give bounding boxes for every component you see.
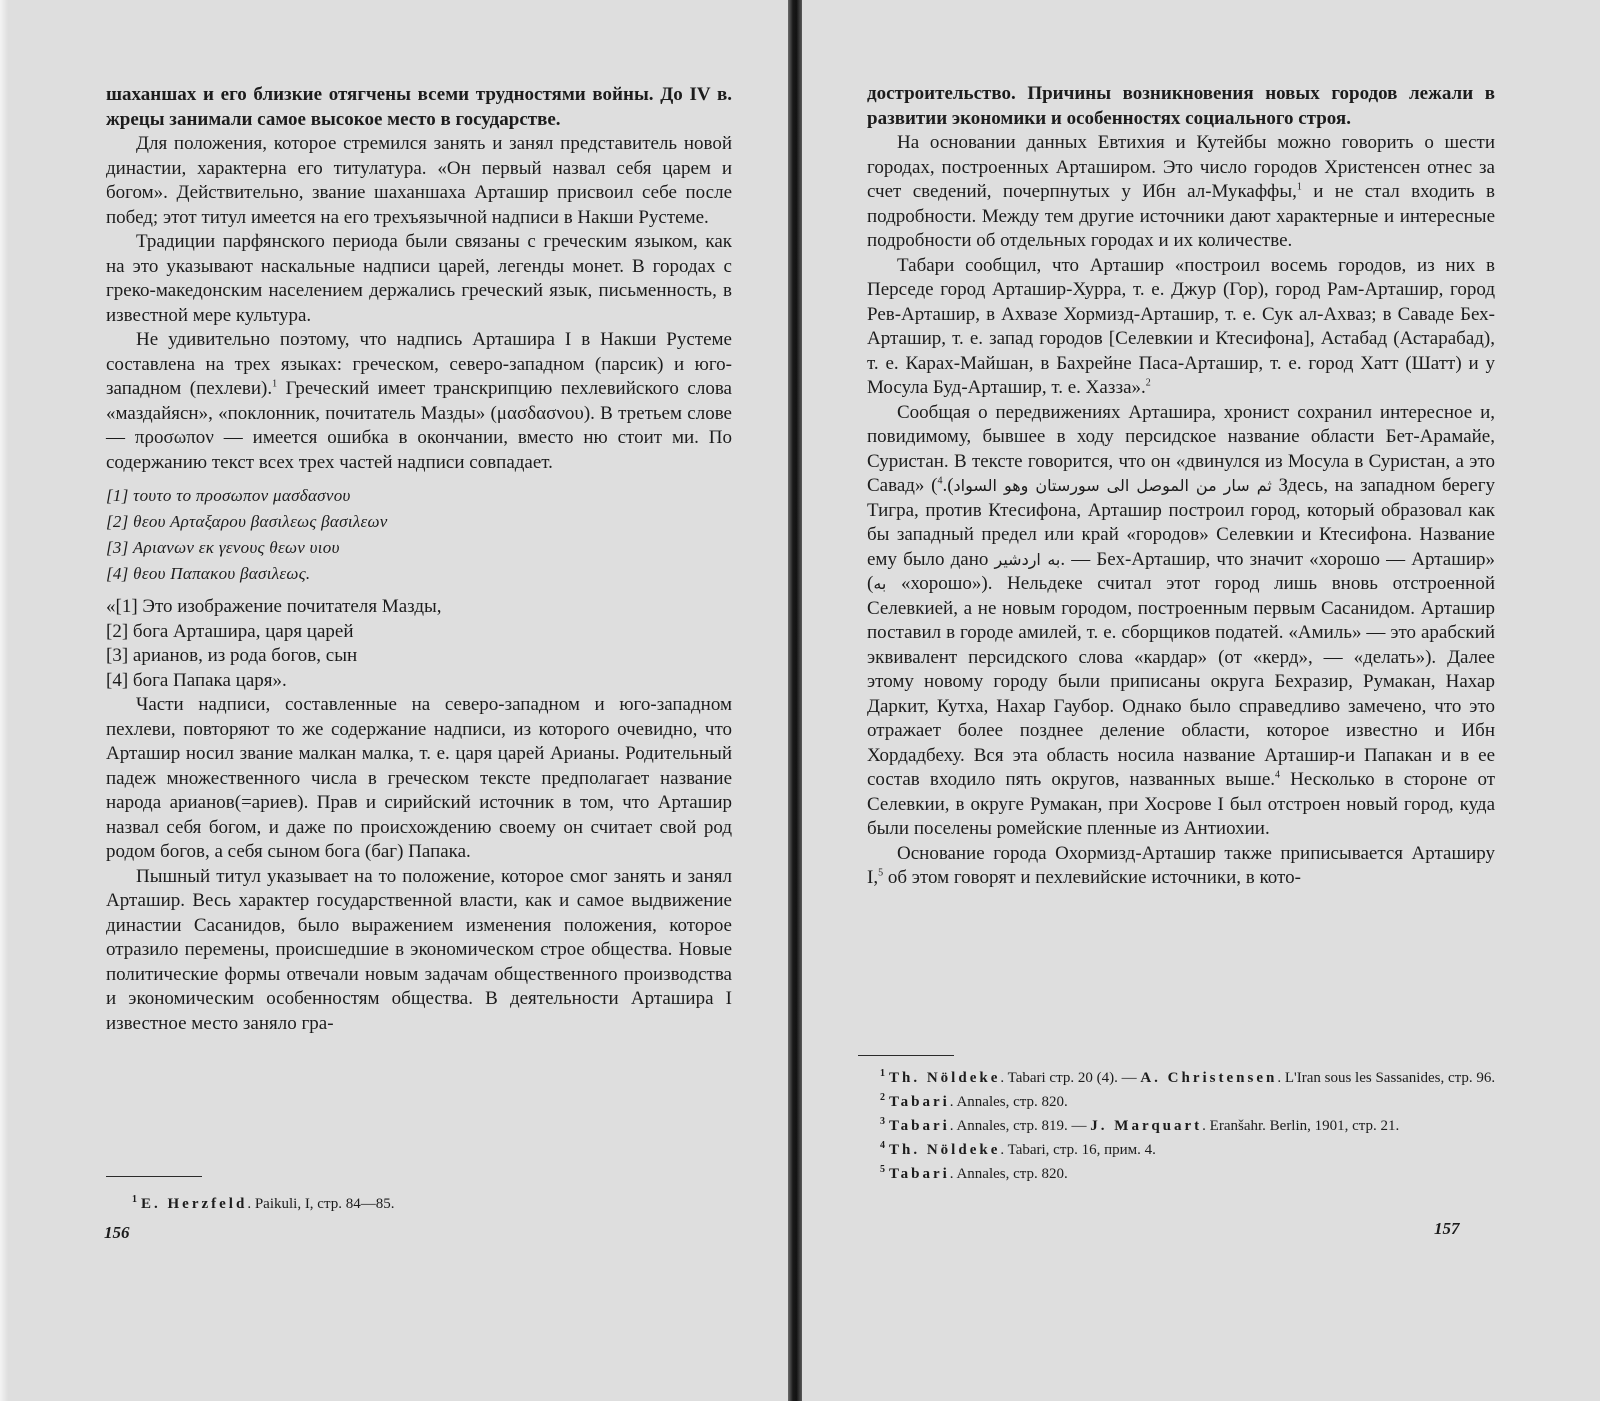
footnote-author: Th. Nöldeke xyxy=(889,1142,1001,1158)
greek-line: [1] τουτο το προσωπον μασδασνου xyxy=(106,486,351,505)
arabic-quote: ثم سار من الموصل الى سورستان وهو السواد xyxy=(953,476,1272,495)
paragraph xyxy=(867,254,1495,401)
translation-line: «[1] Это изображение почитателя Мазды, xyxy=(106,596,442,617)
footnote-ref: 5 xyxy=(878,867,884,879)
text-run: Не удивительно поэтому, что надпись Арташира I в Накши Рустеме составлена на трех языках: греческом, северо-западном (парсик) и юго-западном (пехлеви). xyxy=(106,329,732,399)
footnote-author: A. Christensen xyxy=(1140,1070,1278,1086)
greek-inscription xyxy=(106,483,732,587)
paragraph xyxy=(867,401,1495,842)
footnote-ref: 2 xyxy=(1145,377,1151,389)
left-footnotes xyxy=(132,1190,732,1214)
paragraph xyxy=(867,131,1495,254)
paragraph: Пышный титул указывает на то положение, которое смог занять и занял Арташир. Весь характер государственной власти, как и самое выдвижение династии Сасанидов, было выражением изменения положения, которое отразило перемены, происшедшие в экономическом строе общества. Новые политические формы отвечали новым задачам общественного производства и экономическим особенностям общества. В деятельности Арташира I известное место заняло гра- xyxy=(106,865,732,1034)
footnote-text: . Tabari стр. 20 (4). — xyxy=(1000,1070,1141,1086)
paragraph: Части надписи, составленные на северо-западном и юго-западном пехлеви, повторяют то же содержание надписи, из которого очевидно, что Арташир носил звание малкан малка, т. е. царя царей Арианы. Родительный падеж множественного числа в греческом тексте предполагает название народа арианов(=ариев). Прав и сирийский источник в том, что Арташир назвал себя богом, и даже по происхождению своему он считает свой род родом богов, а себя сыном бога (баг) Папака. xyxy=(106,694,732,862)
footnote-author: Tabari xyxy=(889,1094,950,1110)
arabic-word: به اردشير xyxy=(994,549,1061,569)
paragraph: Для положения, которое стремился занять и занял представитель новой династии, характерна его титулатура. «Он первый назвал себя царем и богом». Действительно, звание шаханшаха Арташир присвоил себе после побед; этот титул имеется на его трехъязычной надписи в Накши Рустеме. xyxy=(106,133,732,228)
footnote-ref: 4 xyxy=(937,475,943,487)
inscription-translation xyxy=(106,595,732,693)
footnote-author: J. Marquart xyxy=(1090,1118,1203,1134)
page-number: 156 xyxy=(104,1223,130,1242)
greek-line: [3] Αριανων εκ γενους θεων υιου xyxy=(106,538,340,557)
footnote xyxy=(858,1112,1498,1136)
text-run: Несколько в стороне от Селевкии, в округе Румакан, при Хосрове I был отстроен новый город, куда были поселены ромейские пленные из Антиохии. xyxy=(867,769,1495,839)
footnote-author: E. Herzfeld xyxy=(141,1196,248,1212)
footnote-text: . Annales, стр. 820. xyxy=(949,1094,1068,1110)
arabic-word: به xyxy=(873,574,887,593)
right-page-body xyxy=(867,82,1495,891)
text-run: . — Бех-Арташир, что значит «хорошо — Арташир» ( xyxy=(867,548,1496,594)
text-run: Табари сообщил, что Арташир «построил восемь городов, из них в Перседе город Арташир-Хурра, т. е. Джур (Гор), город Рам-Арташир, город Рев-Арташир, в Ахвазе Хормизд-Арташир, т. е. Сук ал-Ахваз; в Саваде Бех-Арташир, т. е. запад городов [Селевкии и Ктесифона], Астабад (Астарабад), т. е. Карах-Майшан, в Бахрейне Паса-Арташир, т. е. город Хатт (Шатт) и у Мосула Буд-Арташир, т. е. Хазза». xyxy=(867,254,1495,398)
paragraph: достроительство. Причины возникновения новых городов лежали в развитии экономики и особенностях социального строя. xyxy=(867,83,1495,129)
paragraph: Традиции парфянского периода были связаны с греческим языком, как на это указывают наскальные надписи царей, легенды монет. В городах с греко-македонским населением держались греческий язык, письменность, в известной мере культура. xyxy=(106,231,732,326)
page-number: 157 xyxy=(1434,1219,1460,1238)
text-run: об этом говорят и пехлевийские источники, в кото- xyxy=(883,867,1301,888)
footnote-text: . Annales, стр. 819. — xyxy=(949,1118,1091,1134)
right-footnotes xyxy=(858,1064,1498,1184)
text-run: и не стал входить в подробности. Между тем другие источники дают характерные и интересные подробности об отдельных городах и их количестве. xyxy=(867,181,1495,251)
book-gutter xyxy=(788,0,802,1401)
footnote xyxy=(858,1064,1498,1088)
footnote-ref: 4 xyxy=(1275,769,1281,781)
text-run: Греческий имеет транскрипцию пехлевийского слова «маздайясн», «поклонник, почитатель Мазды» (μασδασνου). В третьем слове — προσωπον — имеется ошибка в окончании, вместо ню стоит ми. По содержанию текст всех трех частей надписи совпадает. xyxy=(106,378,732,473)
greek-line: [2] θεου Αρταξαρου βασιλεως βασιλεων xyxy=(106,512,388,531)
text-run: «хорошо»). Нельдеке считал этот город лишь вновь отстроенной Селевкией, а не новым городом, построенным первым Сасанидом. Арташир поставил в городе амилей, т. е. сборщиков податей. «Амиль» — это арабский эквивалент персидского слова «кардар» (от «керд», — «делать»). Далее этому новому городу были приписаны округа Бехразир, Румакан, Нахар Даркит, Кутха, Нахар Гаубор. Однако было справедливо замечено, что это отражает более позднее деление области, которое известно и Ибн Хордадбеху. Вся эта область носила название Арташир-и Папакан и в ее состав входило пять округов, названных выше. xyxy=(867,573,1495,790)
footnote-text: . Eranšahr. Berlin, 1901, стр. 21. xyxy=(1202,1118,1400,1134)
footnote-text: . L'Iran sous les Sassanides, стр. 96. xyxy=(1277,1070,1496,1086)
translation-line: [2] бога Арташира, царя царей xyxy=(106,620,354,642)
footnote xyxy=(132,1190,732,1214)
footnote xyxy=(858,1160,1498,1184)
translation-line: [3] арианов, из рода богов, сын xyxy=(106,645,358,666)
footnote-ref: 1 xyxy=(272,378,278,390)
paragraph xyxy=(867,842,1495,891)
footnote-number: 3 xyxy=(880,1116,885,1127)
footnote-number: 5 xyxy=(880,1164,885,1175)
paragraph xyxy=(106,328,732,475)
footnote xyxy=(858,1136,1498,1160)
footnote-text: . Tabari, стр. 16, прим. 4. xyxy=(1000,1142,1156,1158)
footnote-number: 4 xyxy=(880,1140,885,1151)
left-page-body xyxy=(106,83,732,1036)
footnote-author: Tabari xyxy=(889,1166,950,1182)
paragraph: шаханшах и его близкие отягчены всеми трудностями войны. До IV в. жрецы занимали самое высокое место в государстве. xyxy=(106,84,732,130)
text-run: Основание города Охормизд-Арташир также приписывается Арташиру I, xyxy=(867,842,1495,888)
footnote-ref: 1 xyxy=(1296,181,1302,193)
footnote-text: . Annales, стр. 820. xyxy=(949,1166,1068,1182)
footnote-number: 1 xyxy=(132,1194,137,1205)
text-run: Здесь, на западном берегу Тигра, против Ктесифона, Арташир построил город, который образовал как бы западный предел или край «городов» Селевкии и Ктесифона. Название ему было дано xyxy=(867,475,1495,570)
text-run: ). xyxy=(942,475,954,496)
footnote-rule xyxy=(858,1055,954,1056)
footnote-author: Tabari xyxy=(889,1118,950,1134)
footnote-text: . Paikuli, I, стр. 84—85. xyxy=(247,1196,395,1212)
greek-line: [4] θεου Παπακου βασιλεως. xyxy=(106,564,311,583)
page-edge xyxy=(0,0,8,1401)
footnote xyxy=(858,1088,1498,1112)
text-run: Сообщая о передвижениях Арташира, хронист сохранил интересное и, повидимому, бывшее в ходу персидское название области Бет-Арамайе, Суристан. В тексте говорится, что он «двинулся из Мосула в Суристан, а это Савад» ( xyxy=(867,401,1495,496)
footnote-rule xyxy=(106,1176,202,1177)
footnote-number: 1 xyxy=(880,1068,885,1079)
footnote-author: Th. Nöldeke xyxy=(889,1070,1001,1086)
text-run: На основании данных Евтихия и Кутейбы можно говорить о шести городах, построенных Арташиром. Это число городов Христенсен отнес за счет сведений, почерпнутых у Ибн ал-Мукаффы, xyxy=(867,132,1495,202)
footnote-number: 2 xyxy=(880,1092,885,1103)
translation-line: [4] бога Папака царя». xyxy=(106,669,287,691)
